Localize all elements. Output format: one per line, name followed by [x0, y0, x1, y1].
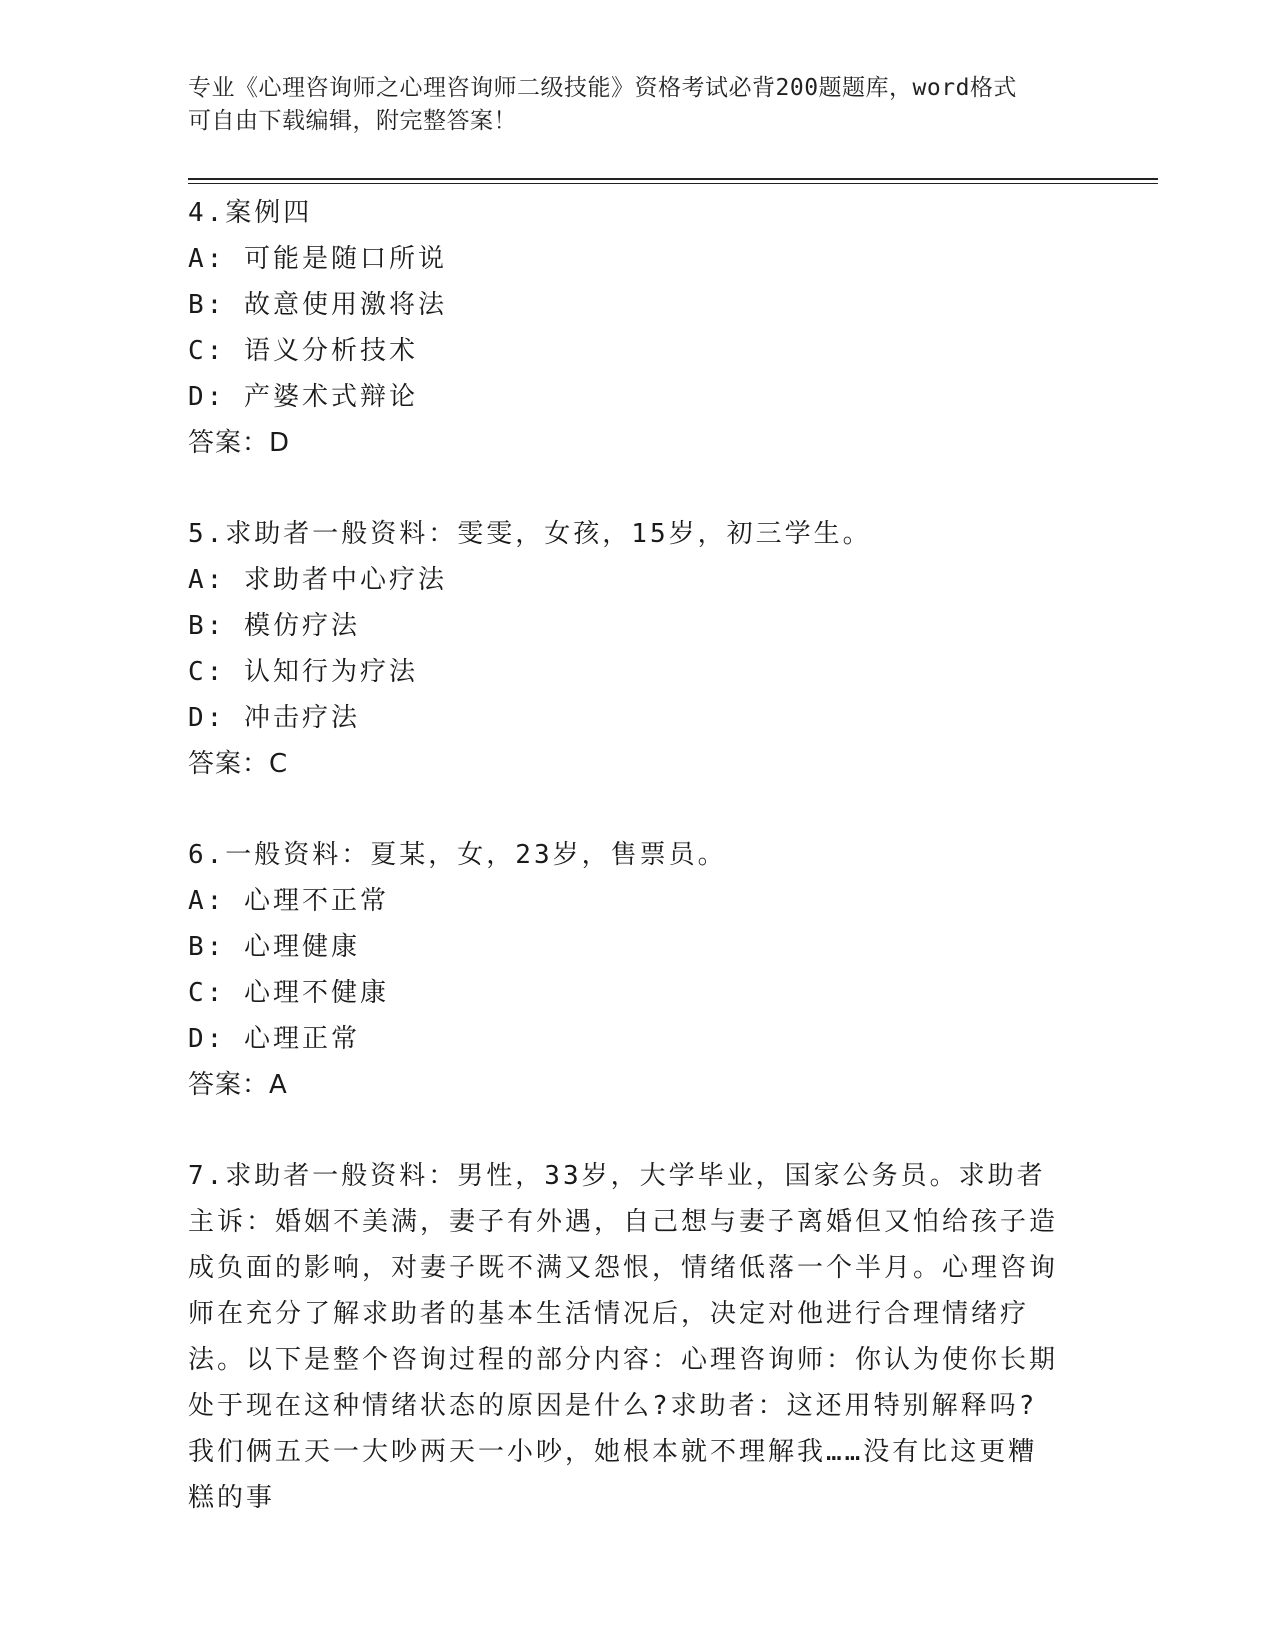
- option-d: D: 心理正常: [188, 1024, 360, 1054]
- question-stem: 5.求助者一般资料：雯雯，女孩，15岁，初三学生。: [188, 519, 872, 549]
- option-b: B: 心理健康: [188, 932, 360, 962]
- option-b: B: 故意使用激将法: [188, 290, 447, 320]
- question-7: [188, 1153, 1068, 1521]
- option-a: A: 可能是随口所说: [188, 244, 447, 274]
- question-5: [188, 511, 1068, 787]
- question-4: [188, 190, 1068, 466]
- option-a: A: 心理不正常: [188, 886, 389, 916]
- option-c: C: 语义分析技术: [188, 336, 418, 366]
- header-title-line-2: 可自由下载编辑，附完整答案！: [188, 108, 517, 134]
- header-divider-thick: [188, 178, 1158, 180]
- option-d: D: 冲击疗法: [188, 703, 360, 733]
- answer-line: 答案：C: [188, 749, 289, 779]
- header-title-line-1: 专业《心理咨询师之心理咨询师二级技能》资格考试必背200题题库，word格式: [188, 75, 1017, 101]
- answer-line: 答案：D: [188, 428, 291, 458]
- option-a: A: 求助者中心疗法: [188, 565, 447, 595]
- question-stem: 4.案例四: [188, 198, 313, 228]
- question-list: [188, 190, 1068, 1566]
- question-7-paragraph: 7.求助者一般资料：男性，33岁，大学毕业，国家公务员。求助者主诉：婚姻不美满，妻子有外遇，自己想与妻子离婚但又怕给孩子造成负面的影响，对妻子既不满又怨恨，情绪低落一个半月。心理咨询师在充分了解求助者的基本生活情况后，决定对他进行合理情绪疗法。以下是整个咨询过程的部分内容：心理咨询师：你认为使你长期处于现在这种情绪状态的原因是什么?求助者：这还用特别解释吗?我们俩五天一大吵两天一小吵，她根本就不理解我……没有比这更糟糕的事: [188, 1161, 1059, 1513]
- question-6: [188, 832, 1068, 1108]
- option-c: C: 认知行为疗法: [188, 657, 418, 687]
- answer-line: 答案：A: [188, 1070, 288, 1100]
- document-header: [188, 72, 1068, 138]
- option-d: D: 产婆术式辩论: [188, 382, 418, 412]
- option-c: C: 心理不健康: [188, 978, 389, 1008]
- question-stem: 6.一般资料：夏某，女，23岁，售票员。: [188, 840, 727, 870]
- header-divider-thin: [188, 183, 1158, 184]
- option-b: B: 模仿疗法: [188, 611, 360, 641]
